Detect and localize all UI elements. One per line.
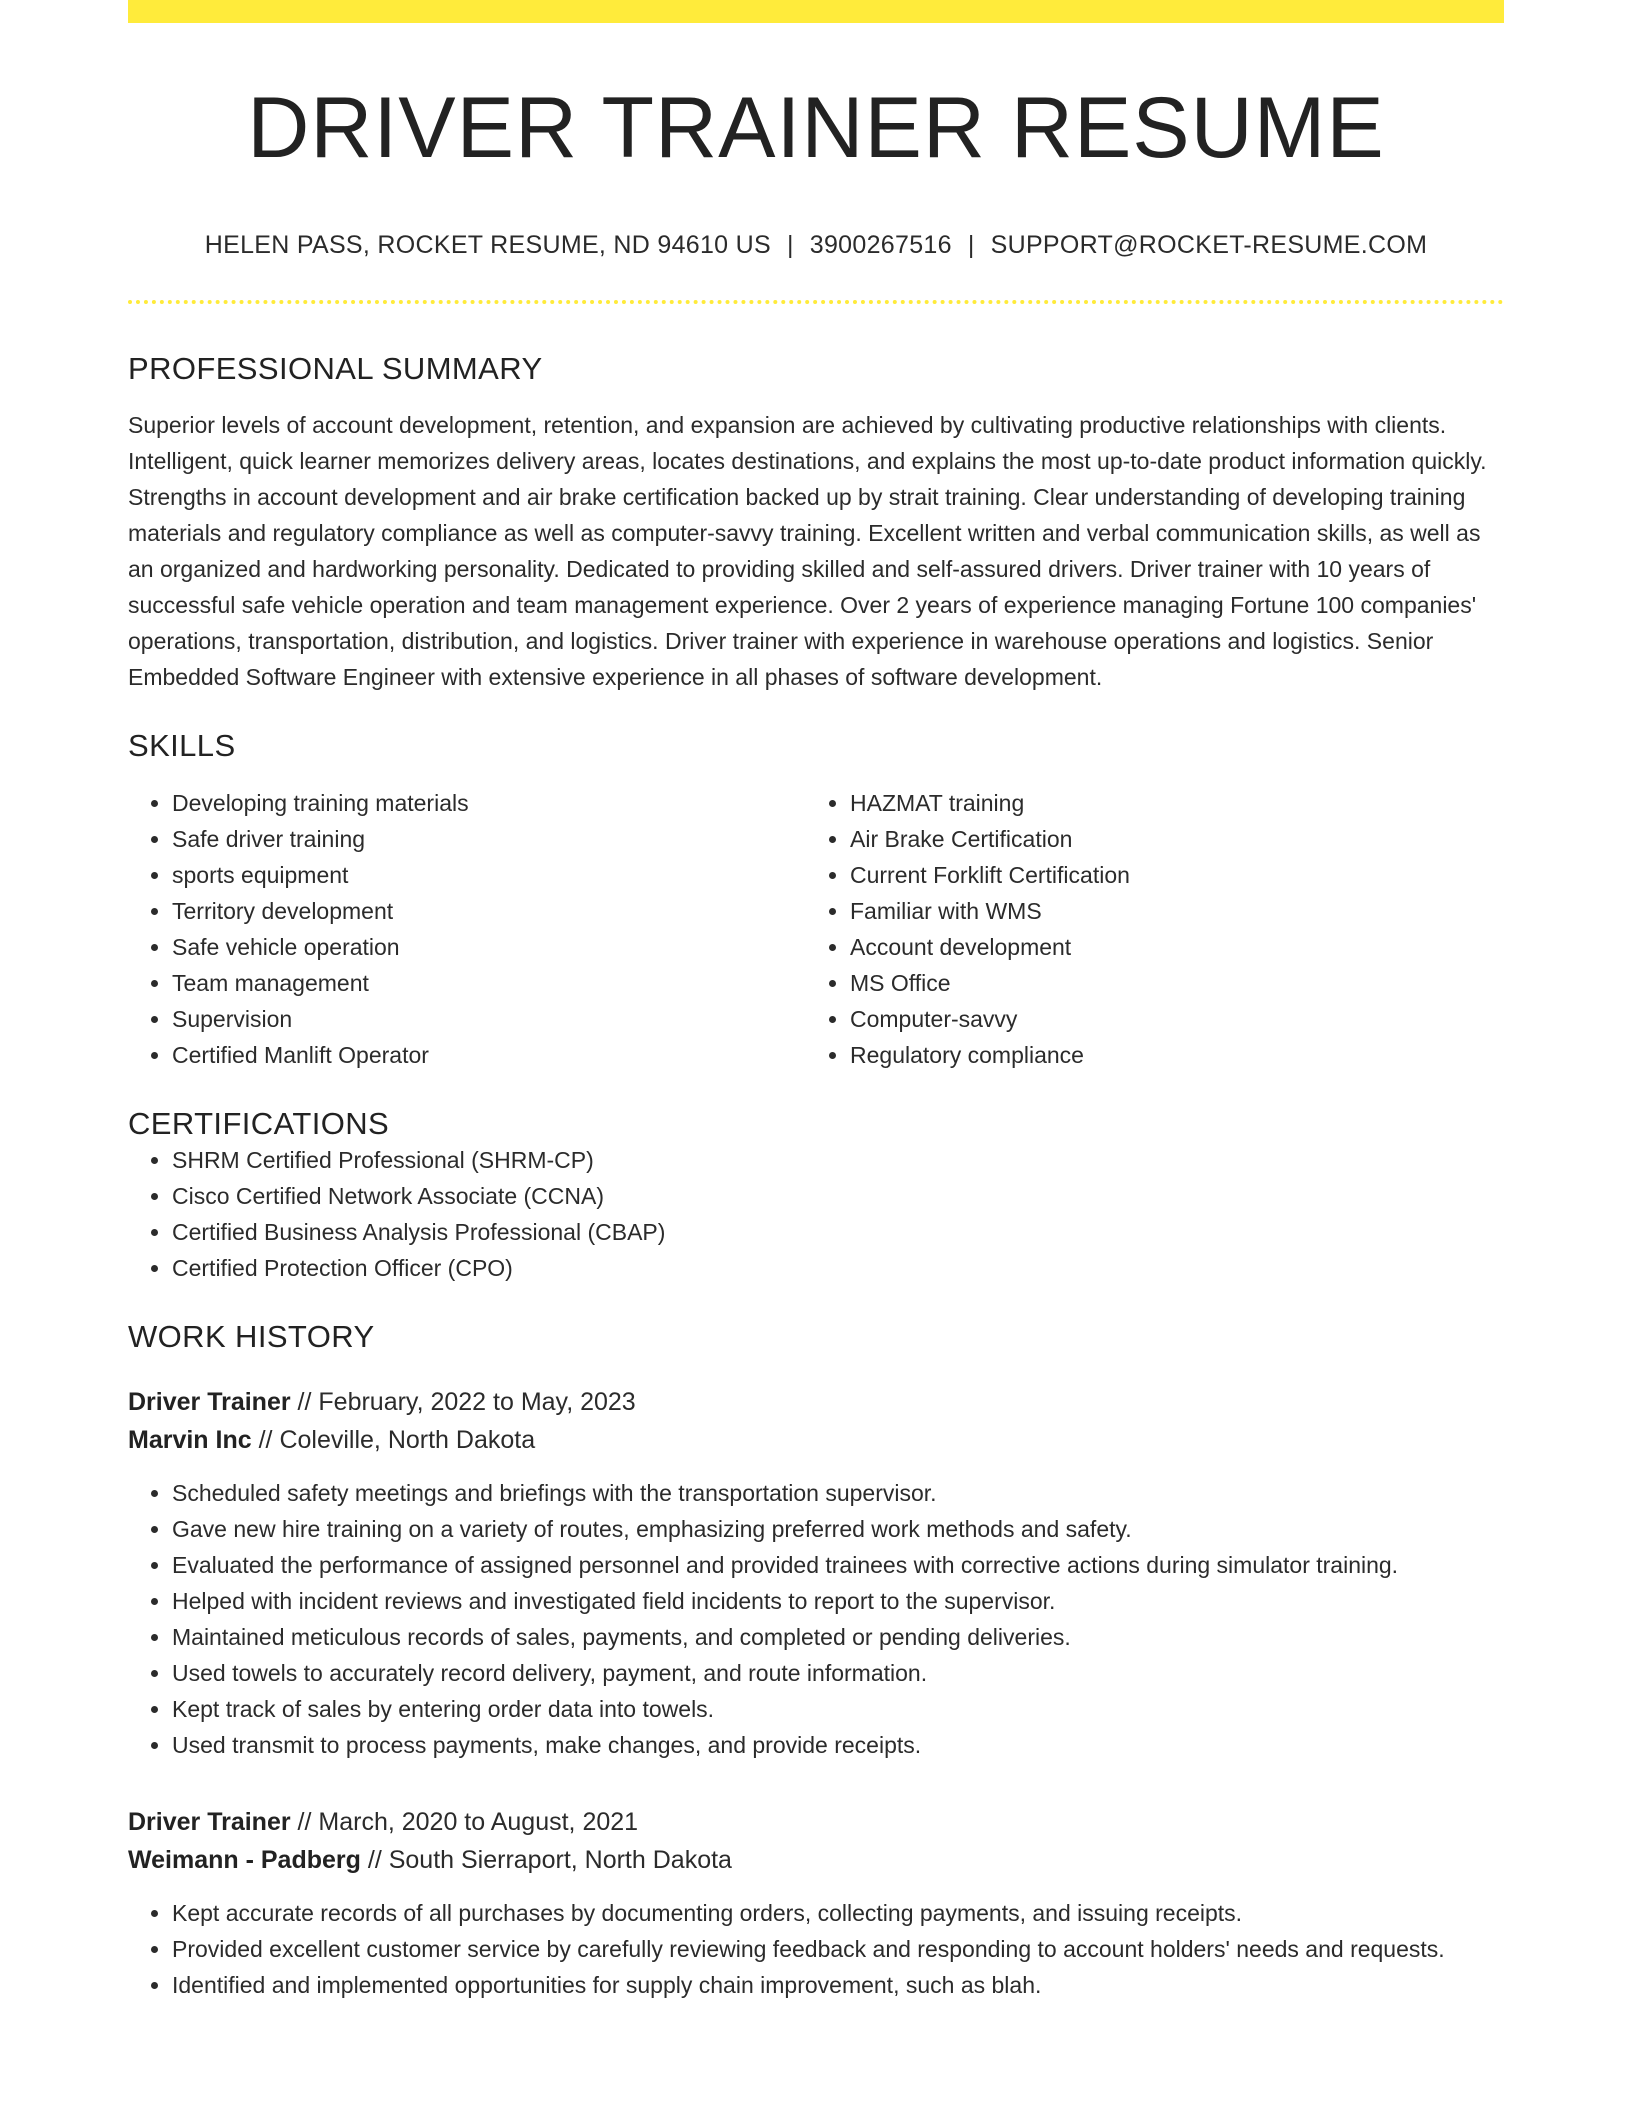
skills-grid: [128, 785, 1504, 1073]
job-duties-list: [128, 1475, 1504, 1763]
job-dates: February, 2022 to May, 2023: [318, 1388, 636, 1417]
job-title: Driver Trainer: [128, 1388, 291, 1417]
contact-separator: |: [786, 231, 794, 260]
job-duty-item: • Evaluated the performance of assigned personnel and provided trainees with corrective actions during simulator training.: [172, 1547, 1504, 1583]
job-duty-item: • Used transmit to process payments, make changes, and provide receipts.: [172, 1727, 1504, 1763]
job-entry: [128, 1803, 1504, 2003]
skill-item: • Safe driver training: [172, 821, 806, 857]
job-duty-item: • Scheduled safety meetings and briefings with the transportation supervisor.: [172, 1475, 1504, 1511]
work-history-heading: WORK HISTORY: [128, 1318, 375, 1354]
job-location: South Sierraport, North Dakota: [388, 1846, 732, 1875]
job-company: Weimann - Padberg: [128, 1846, 361, 1875]
skill-item: • Computer-savvy: [850, 1001, 1484, 1037]
skills-list-left: [128, 785, 806, 1073]
skill-item: • Team management: [172, 965, 806, 1001]
job-title-line: [128, 1383, 1504, 1421]
skills-heading: SKILLS: [128, 728, 236, 764]
skill-item: • Supervision: [172, 1001, 806, 1037]
job-company-line: [128, 1841, 1504, 1879]
skill-item: • Familiar with WMS: [850, 893, 1484, 929]
job-location: Coleville, North Dakota: [279, 1426, 536, 1455]
certification-item: • Certified Business Analysis Professional (CBAP): [172, 1214, 1504, 1250]
job-dates: March, 2020 to August, 2021: [318, 1808, 639, 1837]
job-duty-item: • Kept accurate records of all purchases by documenting orders, collecting payments, and issuing receipts.: [172, 1895, 1504, 1931]
certifications-list: [128, 1142, 1504, 1286]
job-duty-item: • Provided excellent customer service by carefully reviewing feedback and responding to account holders' needs and requests.: [172, 1931, 1504, 1967]
certification-item: • Cisco Certified Network Associate (CCNA): [172, 1178, 1504, 1214]
job-separator: //: [360, 1846, 389, 1875]
job-title-line: [128, 1803, 1504, 1841]
summary-heading: PROFESSIONAL SUMMARY: [128, 351, 543, 387]
skills-list-right: [806, 785, 1484, 1073]
job-duty-item: • Used towels to accurately record delivery, payment, and route information.: [172, 1655, 1504, 1691]
job-title: Driver Trainer: [128, 1808, 291, 1837]
job-duty-item: • Maintained meticulous records of sales, payments, and completed or pending deliveries.: [172, 1619, 1504, 1655]
skill-item: • Developing training materials: [172, 785, 806, 821]
skill-item: • Certified Manlift Operator: [172, 1037, 806, 1073]
summary-text: Superior levels of account development, retention, and expansion are achieved by cultivating productive relationships with clients. Intelligent, quick learner memorizes delivery areas, locates destinations, and explains the most up-to-date product information quickly. Strengths in account development and air brake certification backed up by strait training. Clear understanding of developing training materials and regulatory compliance as well as computer-savvy training. Excellent written and verbal communication skills, as well as an organized and hardworking personality. Dedicated to providing skilled and self-assured drivers. Driver trainer with 10 years of successful safe vehicle operation and team management experience. Over 2 years of experience managing Fortune 100 companies' operations, transportation, distribution, and logistics. Driver trainer with experience in warehouse operations and logistics. Senior Embedded Software Engineer with extensive experience in all phases of software development.: [128, 412, 1487, 691]
job-separator: //: [290, 1808, 319, 1837]
job-separator: //: [251, 1426, 280, 1455]
top-accent-bar: [128, 0, 1504, 23]
skill-item: • Air Brake Certification: [850, 821, 1484, 857]
resume-title: DRIVER TRAINER RESUME: [247, 80, 1385, 176]
skill-item: • Safe vehicle operation: [172, 929, 806, 965]
contact-email[interactable]: SUPPORT@ROCKET-RESUME.COM: [990, 231, 1428, 260]
certification-item: • Certified Protection Officer (CPO): [172, 1250, 1504, 1286]
certification-item: • SHRM Certified Professional (SHRM-CP): [172, 1142, 1504, 1178]
job-duty-item: • Identified and implemented opportunities for supply chain improvement, such as blah.: [172, 1967, 1504, 2003]
job-duties-list: [128, 1895, 1504, 2003]
skill-item: • Regulatory compliance: [850, 1037, 1484, 1073]
job-duty-item: • Helped with incident reviews and investigated field incidents to report to the supervisor.: [172, 1583, 1504, 1619]
certifications-heading: CERTIFICATIONS: [128, 1105, 390, 1141]
job-entry: [128, 1383, 1504, 1763]
skill-item: • MS Office: [850, 965, 1484, 1001]
contact-separator: |: [967, 231, 975, 260]
dotted-divider: [128, 300, 1504, 304]
skill-item: • HAZMAT training: [850, 785, 1484, 821]
resume-page: [128, 0, 1504, 2003]
skill-item: • Territory development: [172, 893, 806, 929]
job-company: Marvin Inc: [128, 1426, 252, 1455]
skill-item: • Current Forklift Certification: [850, 857, 1484, 893]
skill-item: • Account development: [850, 929, 1484, 965]
job-company-line: [128, 1421, 1504, 1459]
job-duty-item: • Kept track of sales by entering order data into towels.: [172, 1691, 1504, 1727]
contact-phone: 3900267516: [809, 231, 952, 260]
job-duty-item: • Gave new hire training on a variety of routes, emphasizing preferred work methods and safety.: [172, 1511, 1504, 1547]
contact-address: HELEN PASS, ROCKET RESUME, ND 94610 US: [204, 231, 771, 260]
job-separator: //: [290, 1388, 319, 1417]
contact-line: [128, 231, 1504, 260]
skill-item: • sports equipment: [172, 857, 806, 893]
